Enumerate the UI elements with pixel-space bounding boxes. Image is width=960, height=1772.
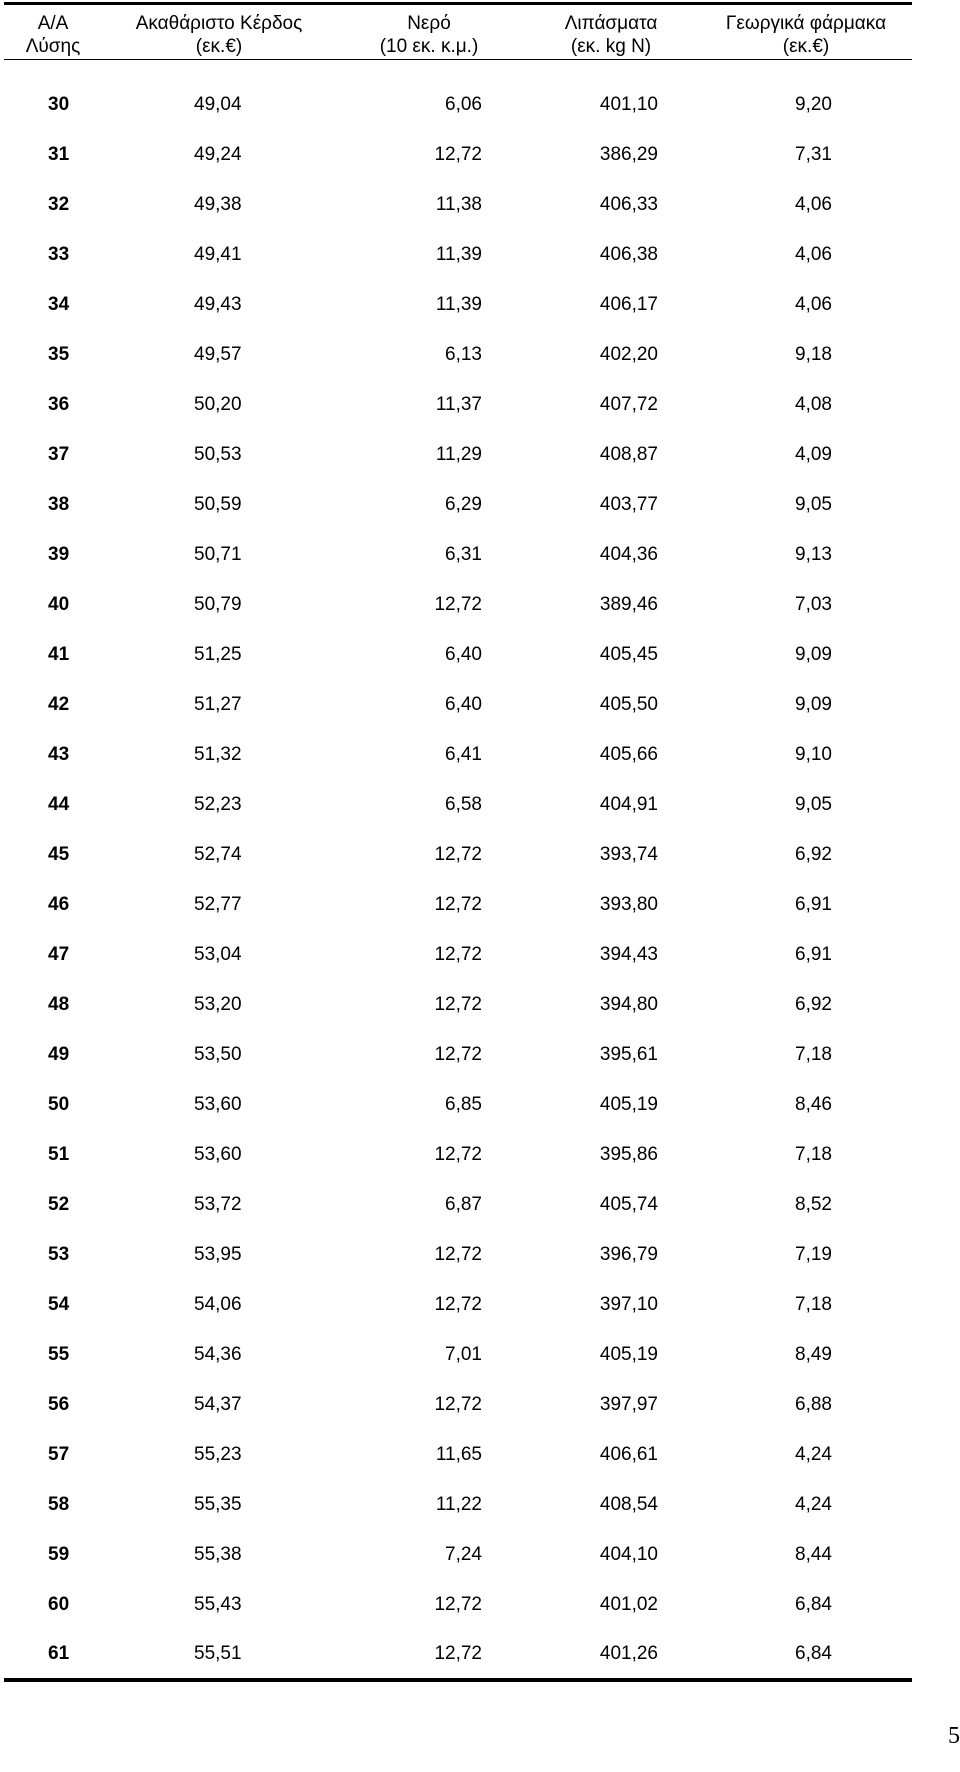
cell-gross-profit: 49,57 (194, 343, 242, 365)
cell-pesticides: 7,18 (795, 1143, 832, 1165)
cell-pesticides: 4,06 (795, 243, 832, 265)
cell-pesticides: 8,52 (795, 1193, 832, 1215)
cell-fertilizers: 393,74 (599, 843, 658, 865)
cell-solution-id: 49 (48, 1043, 70, 1065)
cell-gross-profit: 53,95 (194, 1243, 242, 1265)
table-row (4, 130, 912, 180)
table-row (4, 630, 912, 680)
cell-fertilizers: 394,80 (599, 993, 658, 1015)
cell-pesticides: 6,88 (795, 1393, 832, 1415)
cell-water: 6,41 (445, 743, 482, 765)
cell-pesticides: 7,18 (795, 1043, 832, 1065)
table-row (4, 580, 912, 630)
cell-gross-profit: 53,20 (194, 993, 242, 1015)
cell-pesticides: 8,49 (795, 1343, 832, 1365)
cell-solution-id: 37 (48, 443, 70, 465)
cell-fertilizers: 393,80 (599, 893, 658, 915)
cell-water: 12,72 (434, 143, 482, 165)
table-row (4, 230, 912, 280)
cell-solution-id: 31 (48, 143, 70, 165)
cell-solution-id: 40 (48, 593, 70, 615)
cell-fertilizers: 405,50 (599, 693, 658, 715)
cell-gross-profit: 49,24 (194, 143, 242, 165)
cell-pesticides: 6,91 (795, 943, 832, 965)
cell-fertilizers: 386,29 (599, 143, 658, 165)
table-row (4, 1030, 912, 1080)
table-row (4, 780, 912, 830)
cell-fertilizers: 407,72 (599, 393, 658, 415)
table-row (4, 730, 912, 780)
cell-pesticides: 4,06 (795, 193, 832, 215)
cell-water: 12,72 (434, 843, 482, 865)
cell-pesticides: 6,84 (700, 1630, 912, 1680)
cell-gross-profit: 51,27 (194, 693, 242, 715)
table-row (4, 930, 912, 980)
page-number: 5 (948, 1723, 960, 1749)
cell-solution-id: 58 (48, 1493, 70, 1515)
cell-water: 7,01 (445, 1343, 482, 1365)
cell-gross-profit: 55,43 (194, 1593, 242, 1615)
table-row (4, 380, 912, 430)
cell-gross-profit: 52,23 (194, 793, 242, 815)
cell-fertilizers: 396,79 (599, 1243, 658, 1265)
cell-gross-profit: 55,51 (102, 1630, 336, 1680)
cell-pesticides: 4,06 (795, 293, 832, 315)
cell-solution-id: 55 (48, 1343, 70, 1365)
cell-solution-id: 61 (4, 1630, 102, 1680)
cell-water: 12,72 (434, 1293, 482, 1315)
cell-solution-id: 36 (48, 393, 70, 415)
cell-pesticides: 9,05 (795, 793, 832, 815)
table-row (4, 480, 912, 530)
cell-fertilizers: 397,97 (599, 1393, 658, 1415)
table-row (4, 1130, 912, 1180)
cell-water: 11,65 (435, 1443, 482, 1465)
cell-gross-profit: 50,59 (194, 493, 242, 515)
cell-pesticides: 9,05 (795, 493, 832, 515)
cell-fertilizers: 402,20 (599, 343, 658, 365)
cell-solution-id: 47 (48, 943, 70, 965)
table-row (4, 1430, 912, 1480)
cell-water: 6,40 (445, 693, 482, 715)
table-row (4, 1330, 912, 1380)
table-row (4, 830, 912, 880)
cell-pesticides: 6,84 (795, 1593, 832, 1615)
cell-water: 12,72 (336, 1630, 522, 1680)
cell-pesticides: 8,46 (795, 1093, 832, 1115)
cell-pesticides: 9,20 (795, 93, 832, 115)
cell-water: 6,87 (445, 1193, 482, 1215)
cell-water: 6,13 (445, 343, 482, 365)
cell-water: 6,85 (445, 1093, 482, 1115)
table-row (4, 1280, 912, 1330)
cell-pesticides: 7,31 (795, 143, 832, 165)
table-row (4, 280, 912, 330)
cell-fertilizers: 405,45 (599, 643, 658, 665)
cell-pesticides: 4,24 (795, 1443, 832, 1465)
cell-water: 12,72 (434, 1143, 482, 1165)
cell-fertilizers: 395,86 (599, 1143, 658, 1165)
cell-fertilizers: 408,54 (599, 1493, 658, 1515)
header-water (336, 4, 522, 60)
cell-solution-id: 43 (48, 743, 70, 765)
cell-solution-id: 46 (48, 893, 70, 915)
cell-fertilizers: 395,61 (599, 1043, 658, 1065)
cell-solution-id: 56 (48, 1393, 70, 1415)
cell-solution-id: 45 (48, 843, 70, 865)
header-pesticides-line2: (εκ.€) (782, 36, 830, 57)
cell-gross-profit: 55,38 (194, 1543, 242, 1565)
cell-gross-profit: 50,20 (194, 393, 242, 415)
cell-fertilizers: 405,66 (599, 743, 658, 765)
results-table (4, 2, 912, 1682)
cell-pesticides: 6,92 (795, 843, 832, 865)
header-pesticides-line1: Γεωργικά φάρμακα (725, 13, 887, 34)
table-row (4, 330, 912, 380)
header-gross-profit (102, 4, 336, 60)
table-row (4, 680, 912, 730)
cell-gross-profit: 55,23 (194, 1443, 242, 1465)
table-row (4, 1080, 912, 1130)
cell-fertilizers: 405,19 (599, 1343, 658, 1365)
cell-water: 12,72 (434, 943, 482, 965)
header-solution-id (4, 4, 102, 60)
cell-water: 12,72 (434, 1243, 482, 1265)
cell-solution-id: 51 (48, 1143, 70, 1165)
cell-water: 12,72 (434, 1393, 482, 1415)
cell-pesticides: 4,09 (795, 443, 832, 465)
cell-gross-profit: 55,35 (194, 1493, 242, 1515)
table-header (4, 4, 912, 60)
cell-gross-profit: 52,77 (194, 893, 242, 915)
cell-water: 6,40 (445, 643, 482, 665)
cell-solution-id: 53 (48, 1243, 70, 1265)
cell-water: 11,37 (435, 393, 482, 415)
cell-solution-id: 35 (48, 343, 70, 365)
cell-solution-id: 32 (48, 193, 70, 215)
cell-solution-id: 39 (48, 543, 70, 565)
cell-fertilizers: 406,33 (599, 193, 658, 215)
cell-water: 11,39 (435, 293, 482, 315)
cell-gross-profit: 49,41 (194, 243, 242, 265)
cell-gross-profit: 50,79 (194, 593, 242, 615)
cell-gross-profit: 53,60 (194, 1143, 242, 1165)
cell-water: 11,39 (435, 243, 482, 265)
cell-pesticides: 7,19 (795, 1243, 832, 1265)
cell-gross-profit: 54,06 (194, 1293, 242, 1315)
cell-water: 11,38 (435, 193, 482, 215)
cell-pesticides: 8,44 (795, 1543, 832, 1565)
table-row (4, 1380, 912, 1430)
cell-fertilizers: 404,10 (599, 1543, 658, 1565)
table-row (4, 1230, 912, 1280)
table-row (4, 60, 912, 130)
cell-solution-id: 30 (48, 93, 70, 115)
cell-fertilizers: 406,17 (599, 293, 658, 315)
cell-fertilizers: 394,43 (599, 943, 658, 965)
cell-fertilizers: 397,10 (599, 1293, 658, 1315)
cell-fertilizers: 401,26 (522, 1630, 700, 1680)
table-row (4, 530, 912, 580)
table-row (4, 1530, 912, 1580)
cell-water: 6,31 (445, 543, 482, 565)
cell-fertilizers: 403,77 (599, 493, 658, 515)
cell-water: 11,29 (435, 443, 482, 465)
table-row (4, 880, 912, 930)
header-fertilizers (522, 4, 700, 60)
cell-pesticides: 4,08 (795, 393, 832, 415)
cell-fertilizers: 401,02 (599, 1593, 658, 1615)
cell-solution-id: 52 (48, 1193, 70, 1215)
cell-fertilizers: 405,19 (599, 1093, 658, 1115)
header-water-line1: Νερό (407, 13, 451, 34)
cell-fertilizers: 406,61 (599, 1443, 658, 1465)
header-row (4, 4, 912, 60)
cell-pesticides: 9,09 (795, 643, 832, 665)
header-pesticides (700, 4, 912, 60)
cell-gross-profit: 50,53 (194, 443, 242, 465)
header-fertilizers-line1: Λιπάσματα (564, 13, 658, 34)
table-row (4, 980, 912, 1030)
cell-solution-id: 57 (48, 1443, 70, 1465)
table-row (4, 180, 912, 230)
cell-water: 6,58 (445, 793, 482, 815)
cell-pesticides: 9,09 (795, 693, 832, 715)
cell-solution-id: 41 (48, 643, 70, 665)
cell-gross-profit: 49,38 (194, 193, 242, 215)
cell-solution-id: 54 (48, 1293, 70, 1315)
cell-water: 12,72 (434, 593, 482, 615)
header-gross-profit-line1: Ακαθάριστο Κέρδος (135, 13, 303, 34)
cell-fertilizers: 389,46 (599, 593, 658, 615)
cell-gross-profit: 53,60 (194, 1093, 242, 1115)
header-water-line2: (10 εκ. κ.μ.) (379, 36, 479, 57)
cell-pesticides: 6,91 (795, 893, 832, 915)
cell-pesticides: 9,10 (795, 743, 832, 765)
cell-pesticides: 9,13 (795, 543, 832, 565)
cell-gross-profit: 53,72 (194, 1193, 242, 1215)
cell-solution-id: 60 (48, 1593, 70, 1615)
cell-pesticides: 7,03 (795, 593, 832, 615)
cell-fertilizers: 405,74 (599, 1193, 658, 1215)
cell-gross-profit: 49,04 (194, 93, 242, 115)
cell-gross-profit: 50,71 (194, 543, 242, 565)
cell-solution-id: 34 (48, 293, 70, 315)
cell-solution-id: 59 (48, 1543, 70, 1565)
table-body (4, 60, 912, 1680)
cell-fertilizers: 408,87 (599, 443, 658, 465)
cell-gross-profit: 53,50 (194, 1043, 242, 1065)
table-row (4, 430, 912, 480)
cell-water: 12,72 (434, 893, 482, 915)
cell-gross-profit: 54,36 (194, 1343, 242, 1365)
table-row (4, 1630, 912, 1680)
cell-pesticides: 7,18 (795, 1293, 832, 1315)
cell-gross-profit: 53,04 (194, 943, 242, 965)
cell-solution-id: 44 (48, 793, 70, 815)
cell-pesticides: 9,18 (795, 343, 832, 365)
header-solution-id-line2: Λύσης (25, 36, 81, 57)
cell-gross-profit: 51,32 (194, 743, 242, 765)
header-solution-id-line1: Α/Α (37, 13, 69, 34)
cell-solution-id: 50 (48, 1093, 70, 1115)
cell-fertilizers: 404,91 (599, 793, 658, 815)
cell-solution-id: 42 (48, 693, 70, 715)
cell-gross-profit: 49,43 (194, 293, 242, 315)
cell-gross-profit: 51,25 (194, 643, 242, 665)
cell-gross-profit: 54,37 (194, 1393, 242, 1415)
cell-solution-id: 48 (48, 993, 70, 1015)
cell-water: 6,29 (445, 493, 482, 515)
cell-water: 12,72 (434, 993, 482, 1015)
cell-pesticides: 6,92 (795, 993, 832, 1015)
header-gross-profit-line2: (εκ.€) (195, 36, 243, 57)
header-fertilizers-line2: (εκ. kg N) (570, 36, 652, 57)
cell-water: 6,06 (445, 93, 482, 115)
cell-solution-id: 38 (48, 493, 70, 515)
cell-water: 12,72 (434, 1593, 482, 1615)
cell-fertilizers: 401,10 (599, 93, 658, 115)
table-row (4, 1180, 912, 1230)
cell-solution-id: 33 (48, 243, 70, 265)
table-row (4, 1480, 912, 1530)
table-row (4, 1580, 912, 1630)
cell-water: 7,24 (445, 1543, 482, 1565)
cell-water: 11,22 (435, 1493, 482, 1515)
cell-gross-profit: 52,74 (194, 843, 242, 865)
cell-fertilizers: 406,38 (599, 243, 658, 265)
cell-water: 12,72 (434, 1043, 482, 1065)
cell-fertilizers: 404,36 (599, 543, 658, 565)
cell-pesticides: 4,24 (795, 1493, 832, 1515)
